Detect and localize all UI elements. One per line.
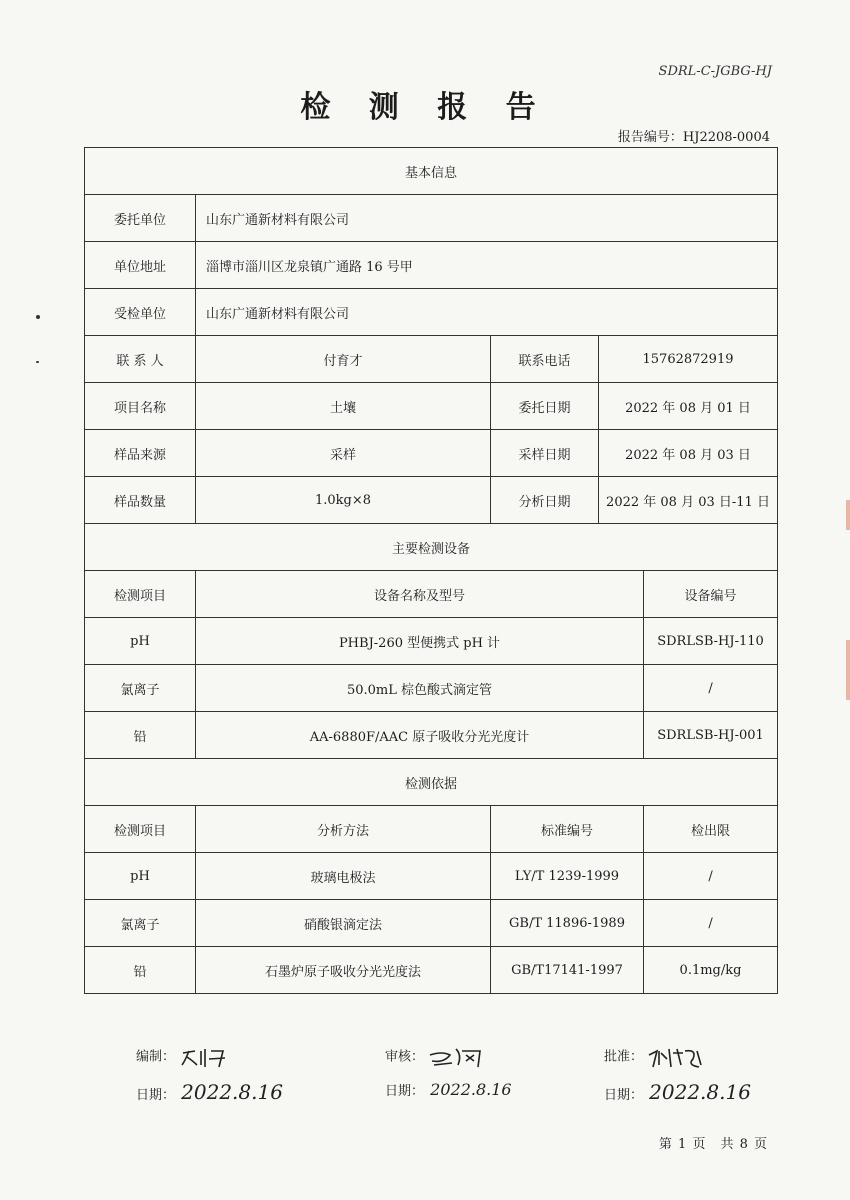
analysis-date-value: 2022 年 08 月 03 日-11 日 — [599, 477, 778, 524]
equipment-header: 设备名称及型号 — [196, 571, 644, 618]
basis-header: 分析方法 — [196, 806, 491, 853]
report-table — [84, 147, 778, 994]
editor-date-label: 日期： — [136, 1088, 176, 1103]
table-row — [85, 665, 778, 712]
quantity-label: 样品数量 — [85, 477, 196, 524]
inspected-label: 受检单位 — [85, 289, 196, 336]
project-value: 土壤 — [196, 383, 491, 430]
equipment-item: 铅 — [85, 712, 196, 759]
editor-date-block — [136, 1080, 283, 1104]
basis-standard: GB/T17141-1997 — [491, 947, 644, 994]
basis-method: 硝酸银滴定法 — [196, 900, 491, 947]
editor-label: 编制： — [136, 1049, 176, 1065]
project-label: 项目名称 — [85, 383, 196, 430]
contact-label: 联 系 人 — [85, 336, 196, 383]
basis-item: pH — [85, 853, 196, 900]
commission-date-label: 委托日期 — [491, 383, 599, 430]
sampling-date-value: 2022 年 08 月 03 日 — [599, 430, 778, 477]
address-label: 单位地址 — [85, 242, 196, 289]
approver-signature-block — [604, 1045, 707, 1069]
equipment-model: AA-6880F/AAC 原子吸收分光光度计 — [196, 712, 644, 759]
client-label: 委托单位 — [85, 195, 196, 242]
basis-method: 玻璃电极法 — [196, 853, 491, 900]
table-row — [85, 712, 778, 759]
table-row — [85, 853, 778, 900]
table-row — [85, 618, 778, 665]
table-row — [85, 900, 778, 947]
approver-date-block — [604, 1080, 751, 1104]
inspected-value: 山东广通新材料有限公司 — [196, 289, 778, 336]
reviewer-label: 审核： — [385, 1049, 425, 1065]
contact-value: 付育才 — [196, 336, 491, 383]
approver-handwritten-signature — [647, 1045, 707, 1069]
quantity-value: 1.0kg×8 — [196, 477, 491, 524]
analysis-date-label: 分析日期 — [491, 477, 599, 524]
approver-date-label: 日期： — [604, 1088, 644, 1103]
document-code: SDRL-C-JGBG-HJ — [658, 64, 772, 79]
client-value: 山东广通新材料有限公司 — [196, 195, 778, 242]
reviewer-date-label: 日期： — [385, 1084, 425, 1099]
basis-header: 标准编号 — [491, 806, 644, 853]
source-label: 样品来源 — [85, 430, 196, 477]
equipment-item: 氯离子 — [85, 665, 196, 712]
report-number: 报告编号：HJ2208-0004 — [617, 130, 770, 145]
basis-item: 氯离子 — [85, 900, 196, 947]
section-basis: 检测依据 — [85, 759, 778, 806]
reviewer-signature-block — [385, 1045, 488, 1069]
approver-label: 批准： — [604, 1049, 644, 1065]
scan-speck — [36, 361, 39, 363]
section-equipment: 主要检测设备 — [85, 524, 778, 571]
sampling-date-label: 采样日期 — [491, 430, 599, 477]
editor-handwritten-signature — [179, 1045, 239, 1069]
phone-value: 15762872919 — [599, 336, 778, 383]
basis-standard: GB/T 11896-1989 — [491, 900, 644, 947]
basis-limit: / — [644, 853, 778, 900]
basis-limit: / — [644, 900, 778, 947]
basis-header: 检测项目 — [85, 806, 196, 853]
equipment-header: 设备编号 — [644, 571, 778, 618]
commission-date-value: 2022 年 08 月 01 日 — [599, 383, 778, 430]
reviewer-date: 2022.8.16 — [430, 1080, 512, 1099]
source-value: 采样 — [196, 430, 491, 477]
table-row — [85, 947, 778, 994]
report-title: 检 测 报 告 — [300, 90, 550, 125]
reviewer-handwritten-signature — [428, 1045, 488, 1069]
scan-speck — [36, 315, 40, 319]
equipment-header: 检测项目 — [85, 571, 196, 618]
editor-date: 2022.8.16 — [181, 1080, 283, 1104]
equipment-model: 50.0mL 棕色酸式滴定管 — [196, 665, 644, 712]
basis-method: 石墨炉原子吸收分光光度法 — [196, 947, 491, 994]
basis-item: 铅 — [85, 947, 196, 994]
phone-label: 联系电话 — [491, 336, 599, 383]
equipment-id: / — [644, 665, 778, 712]
equipment-id: SDRLSB-HJ-110 — [644, 618, 778, 665]
basis-header: 检出限 — [644, 806, 778, 853]
section-basic-info: 基本信息 — [85, 148, 778, 195]
reviewer-date-block — [385, 1080, 512, 1099]
basis-standard: LY/T 1239-1999 — [491, 853, 644, 900]
page-footer: 第 1 页 共 8 页 — [658, 1137, 768, 1152]
basis-limit: 0.1mg/kg — [644, 947, 778, 994]
edge-stain — [846, 500, 850, 530]
address-value: 淄博市淄川区龙泉镇广通路 16 号甲 — [196, 242, 778, 289]
equipment-item: pH — [85, 618, 196, 665]
equipment-id: SDRLSB-HJ-001 — [644, 712, 778, 759]
equipment-model: PHBJ-260 型便携式 pH 计 — [196, 618, 644, 665]
editor-signature-block — [136, 1045, 239, 1069]
edge-stain — [846, 640, 850, 700]
approver-date: 2022.8.16 — [649, 1080, 751, 1104]
